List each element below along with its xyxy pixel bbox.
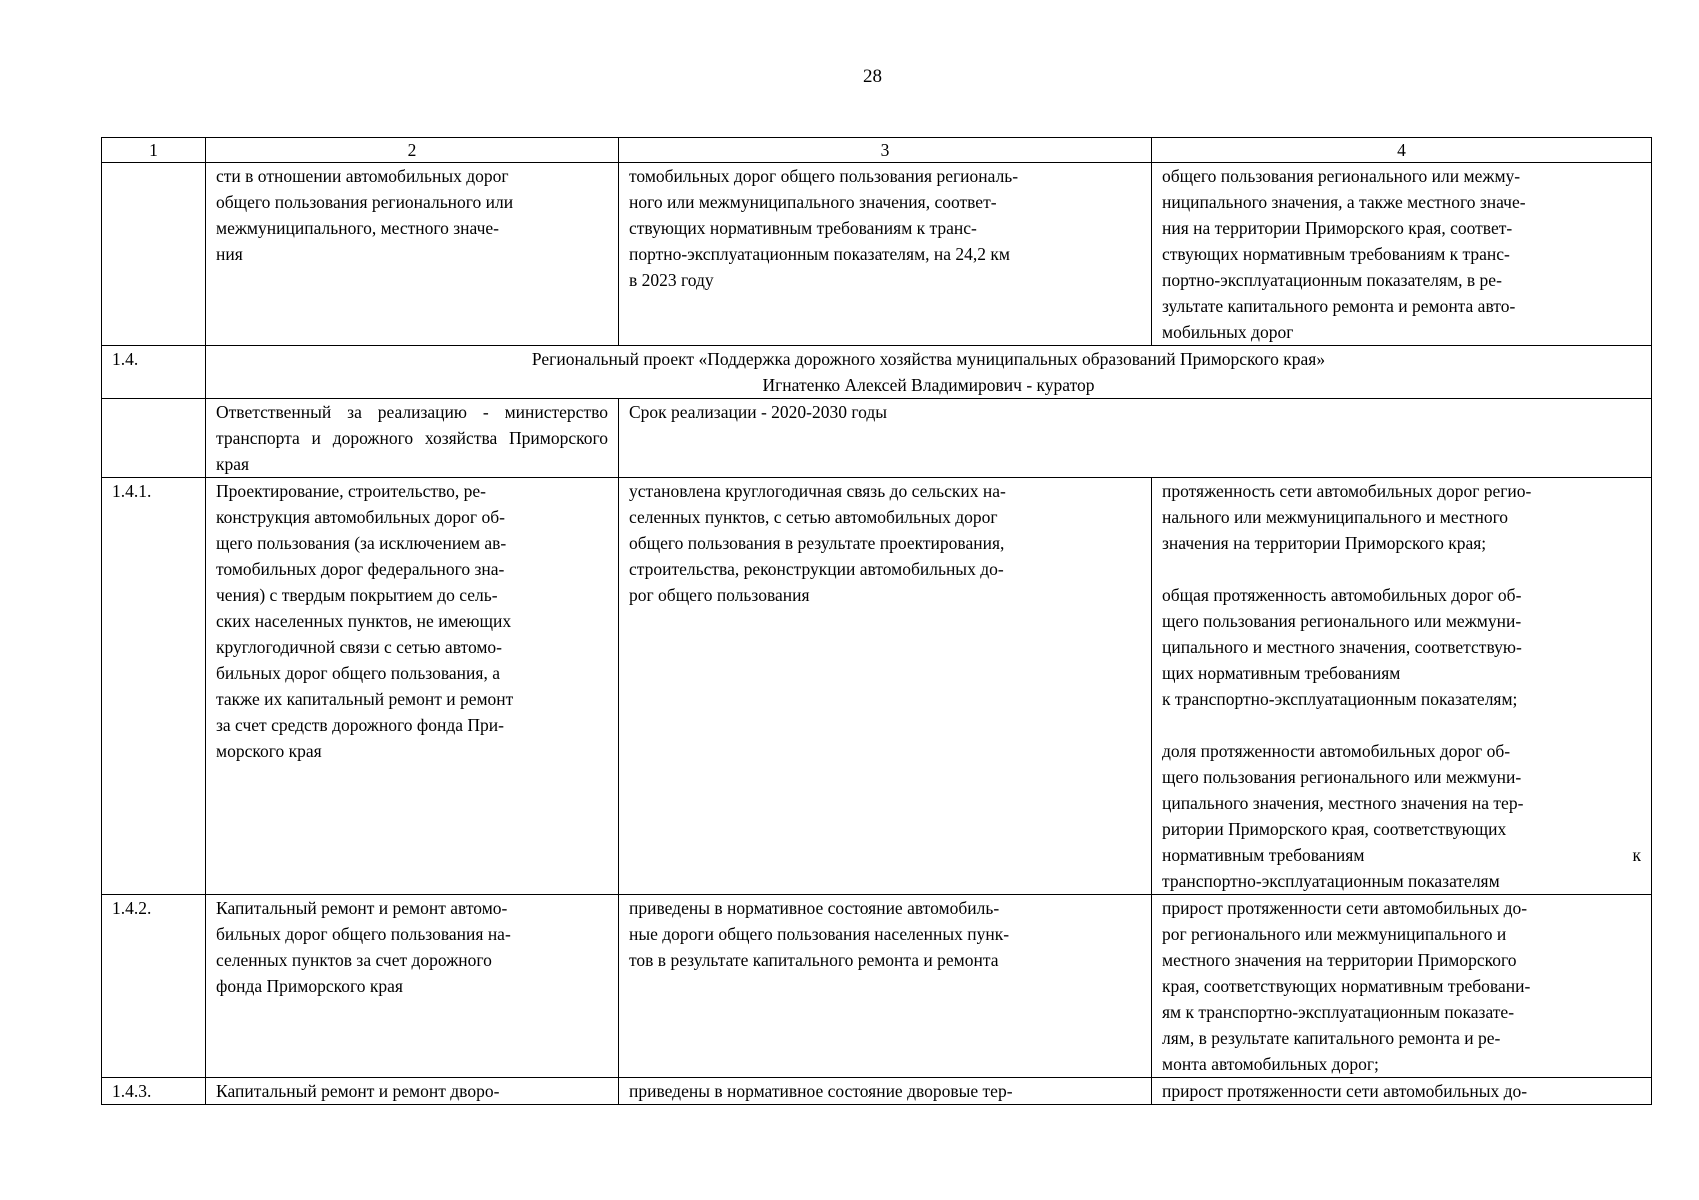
responsible-text: Ответственный за реализацию - министерство транспорта и дорожного хозяйства Приморского края xyxy=(216,402,608,474)
event-cell xyxy=(206,478,619,895)
row-number: 1.4.3. xyxy=(102,1078,206,1105)
paragraph-gap xyxy=(1162,556,1641,582)
program-table xyxy=(101,137,1652,1105)
row-number: 1.4.2. xyxy=(102,895,206,1078)
result-text: установлена круглогодичная связь до сельских на- селенных пунктов, с сетью автомобильных дорог общего пользования в результате проектирования, строительства, реконструкции автомобильных до- рог общего пользования xyxy=(629,481,1006,605)
indicator-justified-line xyxy=(1162,842,1641,868)
indicator-text: протяженность сети автомобильных дорог регио- нального или межмуниципального и местного значения на территории Приморского края; xyxy=(1162,481,1532,553)
event-text: Капитальный ремонт и ремонт дворо- xyxy=(216,1081,500,1101)
indicator-text: нормативным требованиям xyxy=(1162,845,1365,865)
column-header-2: 2 xyxy=(206,138,619,163)
column-header-1: 1 xyxy=(102,138,206,163)
indicator-cell xyxy=(1152,478,1652,895)
project-curator: Игнатенко Алексей Владимирович - куратор xyxy=(762,375,1095,395)
event-text: Проектирование, строительство, ре- конструкция автомобильных дорог об- щего пользования (за исключением ав- томобильных дорог федерального зна- чения) с твердым покрытием до сель- ских населенных пунктов, не имеющих круглогодичной связи с сетью автомо- бильных дорог общего пользования, а также их капитальный ремонт и ремонт за счет средств дорожного фонда При- морского края xyxy=(216,481,514,761)
column-header-3: 3 xyxy=(619,138,1152,163)
row-number: 1.4.1. xyxy=(102,478,206,895)
responsible-cell xyxy=(206,399,619,478)
indicator-text: общего пользования регионального или межму- ниципального значения, а также местного значе- ния на территории Приморского края, соответ- ствующих нормативным требованиям к транс- портно-эксплуатационным показателям, в ре- зультате капитального ремонта и ремонта авто- мобильных дорог xyxy=(1162,166,1526,342)
event-text: Капитальный ремонт и ремонт автомо- бильных дорог общего пользования на- селенных пунктов за счет дорожного фонда Приморского края xyxy=(216,898,511,996)
indicator-text: прирост протяженности сети автомобильных до- рог регионального или межмуниципального и местного значения на территории Приморского края, соответствующих нормативным требовани- ям к транспортно-эксплуатационным показате- лям, в результате капитального ремонта и ре- монта автомобильных дорог; xyxy=(1162,898,1531,1074)
project-number: 1.4. xyxy=(102,346,206,399)
event-cell xyxy=(206,895,619,1078)
row-number-cell xyxy=(102,399,206,478)
term-cell xyxy=(619,399,1652,478)
result-text: приведены в нормативное состояние автомобиль- ные дороги общего пользования населенных пунк- тов в результате капитального ремонта и ремонта xyxy=(629,898,1010,970)
indicator-text: к xyxy=(1632,845,1641,865)
event-text: сти в отношении автомобильных дорог общего пользования регионального или межмуниципального, местного значе- ния xyxy=(216,166,514,264)
page-number: 28 xyxy=(863,66,882,87)
project-row xyxy=(102,346,1652,399)
result-text: томобильных дорог общего пользования региональ- ного или межмуниципального значения, соответ- ствующих нормативным требованиям к транс- портно-эксплуатационным показателям, на 24,2 км в 2023 году xyxy=(629,166,1019,290)
table-row xyxy=(102,1078,1652,1105)
indicator-text: общая протяженность автомобильных дорог об- щего пользования регионального или межмуни- ципального и местного значения, соответствую- щих нормативным требованиям к транспортно-эксплуатационным показателям; xyxy=(1162,585,1522,709)
result-text: приведены в нормативное состояние дворовые тер- xyxy=(629,1081,1013,1101)
paragraph-gap xyxy=(1162,712,1641,738)
result-cell xyxy=(619,163,1152,346)
table-row xyxy=(102,478,1652,895)
indicator-text: транспортно-эксплуатационным показателям xyxy=(1162,871,1500,891)
indicator-cell xyxy=(1152,163,1652,346)
result-cell xyxy=(619,1078,1152,1105)
project-title: Региональный проект «Поддержка дорожного хозяйства муниципальных образований Приморского края» xyxy=(531,349,1326,369)
project-title-cell xyxy=(206,346,1652,399)
table-row xyxy=(102,163,1652,346)
indicator-cell xyxy=(1152,1078,1652,1105)
column-header-4: 4 xyxy=(1152,138,1652,163)
table-header-row xyxy=(102,138,1652,163)
result-cell xyxy=(619,895,1152,1078)
indicator-text: доля протяженности автомобильных дорог об- щего пользования регионального или межмуни- ципального значения, местного значения на тер- ритории Приморского края, соответствующих xyxy=(1162,741,1524,839)
term-text: Срок реализации - 2020-2030 годы xyxy=(629,402,888,422)
event-cell xyxy=(206,163,619,346)
row-number-cell xyxy=(102,163,206,346)
indicator-text: прирост протяженности сети автомобильных до- xyxy=(1162,1081,1528,1101)
responsible-row xyxy=(102,399,1652,478)
event-cell xyxy=(206,1078,619,1105)
table-row xyxy=(102,895,1652,1078)
indicator-cell xyxy=(1152,895,1652,1078)
result-cell xyxy=(619,478,1152,895)
